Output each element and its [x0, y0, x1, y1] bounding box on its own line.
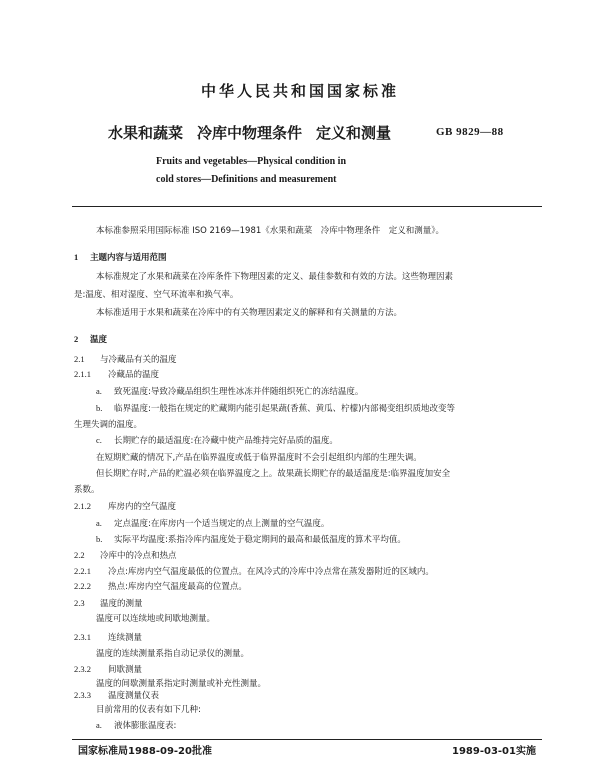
section-number: 2.3.3 — [74, 690, 91, 700]
body-line — [96, 612, 215, 624]
standard-name: 中华人民共和国国家标准 — [200, 82, 399, 100]
list-item — [96, 385, 363, 397]
line-text: 主题内容与适用范围 — [90, 253, 167, 263]
line-text: 临界温度:一般指在规定的贮藏期内能引起果蔬(香蕉、黄瓜、柠檬)内部褐变组织质地改变等 — [114, 404, 456, 414]
body-line — [96, 306, 402, 318]
section-number: 2.2.2 — [74, 581, 91, 591]
line-text: 实际平均温度:系指冷库内温度处于稳定期间的最高和最低温度的算术平均值。 — [114, 535, 406, 545]
section-heading — [74, 251, 167, 263]
subsection-heading — [74, 597, 143, 609]
item-marker: b. — [96, 403, 103, 413]
section-number: 2 — [74, 334, 79, 344]
english-title-line-1: Fruits and vegetables—Physical condition in — [156, 156, 347, 167]
subsection-heading — [74, 353, 177, 365]
item-marker: a. — [96, 518, 102, 528]
line-text: 冷点:库房内空气温度最低的位置点。在风冷式的冷库中冷点常在蒸发器附近的区域内。 — [108, 567, 434, 577]
item-marker: c. — [96, 435, 102, 445]
section-heading — [74, 333, 107, 345]
line-text: 冷藏品的温度 — [108, 370, 160, 380]
body-line — [74, 288, 238, 300]
subsection-heading — [74, 689, 159, 701]
line-text: 生理失调的温度。 — [74, 420, 143, 430]
list-item — [96, 719, 176, 731]
line-text: 长期贮存的最适温度:在冷藏中使产品维持完好品质的温度。 — [114, 436, 338, 446]
line-text: 温度 — [90, 335, 108, 345]
line-text: 温度的连续测量系指自动记录仪的测量。 — [96, 649, 250, 659]
line-text: 温度的间歇测量系指定时测量或补充性测量。 — [96, 679, 267, 689]
subsection-line — [74, 565, 434, 577]
line-text: 定点温度:在库房内一个适当规定的点上测量的空气温度。 — [114, 519, 330, 529]
line-text: 库房内的空气温度 — [108, 502, 177, 512]
line-text: 系数。 — [74, 485, 100, 495]
list-item — [96, 402, 455, 414]
line-text: 致死温度:导致冷藏品组织生理性冰冻并伴随组织死亡的冻结温度。 — [114, 387, 364, 397]
subsection-heading — [74, 368, 159, 380]
section-number: 2.1 — [74, 354, 85, 364]
approval-date: 国家标准局1988-09-20批准 — [78, 746, 212, 757]
body-line — [96, 467, 450, 479]
subsection-heading — [74, 631, 142, 643]
line-text: 目前常用的仪表有如下几种: — [96, 705, 201, 715]
line-text: 本标准参照采用国际标准 ISO 2169—1981《水果和蔬菜 冷库中物理条件 定义和测量》。 — [96, 226, 445, 236]
line-text: 冷库中的冷点和热点 — [100, 551, 177, 561]
footer-divider — [72, 739, 542, 740]
standard-code: GB 9829—88 — [436, 126, 504, 138]
title-part-3: 定义和测量 — [316, 124, 392, 142]
line-text: 是:温度、相对湿度、空气环流率和换气率。 — [74, 290, 239, 300]
implementation-date: 1989-03-01实施 — [452, 746, 536, 757]
line-text: 热点:库房内空气温度最高的位置点。 — [108, 582, 247, 592]
section-number: 2.1.2 — [74, 501, 91, 511]
title-part-1: 水果和蔬菜 — [108, 124, 184, 142]
section-number: 2.3 — [74, 598, 85, 608]
body-line — [96, 703, 201, 715]
subsection-line — [74, 580, 247, 592]
body-line — [96, 451, 422, 463]
subsection-heading — [74, 500, 176, 512]
list-item — [96, 434, 338, 446]
line-text: 温度测量仪表 — [108, 691, 160, 701]
list-item — [96, 517, 329, 529]
document-title — [108, 122, 405, 143]
line-text: 液体膨胀温度表: — [114, 721, 177, 731]
line-text: 本标准规定了水果和蔬菜在冷库条件下物理因素的定义、最佳参数和有效的方法。这些物理因素 — [96, 272, 454, 282]
body-line — [96, 224, 444, 236]
body-line — [74, 483, 100, 495]
item-marker: b. — [96, 534, 103, 544]
header-divider — [72, 206, 542, 207]
title-part-2: 冷库中物理条件 — [197, 124, 303, 142]
list-item — [96, 533, 406, 545]
section-number: 2.3.2 — [74, 664, 91, 674]
line-text: 但长期贮存时,产品的贮温必须在临界温度之上。故果蔬长期贮存的最适温度是:临界温度加安全 — [96, 469, 451, 479]
section-number: 2.1.1 — [74, 369, 91, 379]
body-line — [74, 418, 142, 430]
subsection-heading — [74, 549, 177, 561]
section-number: 2.2 — [74, 550, 85, 560]
item-marker: a. — [96, 386, 102, 396]
line-text: 与冷藏品有关的温度 — [100, 355, 177, 365]
item-marker: a. — [96, 720, 102, 730]
body-line — [96, 647, 249, 659]
line-text: 温度的测量 — [100, 599, 143, 609]
section-number: 1 — [74, 252, 79, 262]
section-number: 2.3.1 — [74, 632, 91, 642]
body-line — [96, 270, 453, 282]
line-text: 本标准适用于水果和蔬菜在冷库中的有关物理因素定义的解释和有关测量的方法。 — [96, 308, 403, 318]
english-title-line-2: cold stores—Definitions and measurement — [156, 174, 337, 185]
line-text: 在短期贮藏的情况下,产品在临界温度或低于临界温度时不会引起组织内部的生理失调。 — [96, 453, 422, 463]
line-text: 间歇测量 — [108, 665, 143, 675]
body-line — [96, 677, 266, 689]
section-number: 2.2.1 — [74, 566, 91, 576]
line-text: 连续测量 — [108, 633, 143, 643]
subsection-heading — [74, 663, 142, 675]
line-text: 温度可以连续地或间歇地测量。 — [96, 614, 216, 624]
